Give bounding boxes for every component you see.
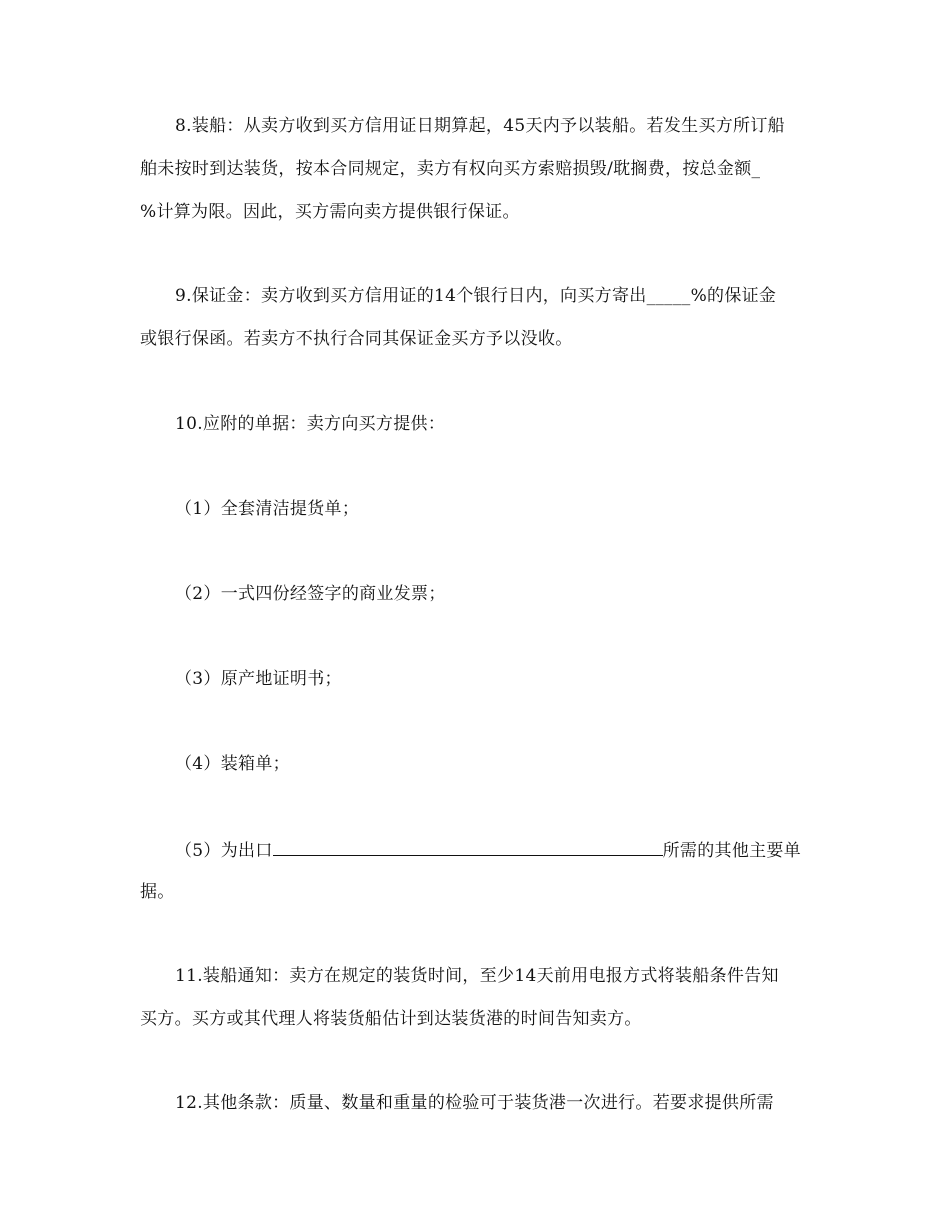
clause-8-line-3: %计算为限。因此，买方需向卖方提供银行保证。 <box>140 202 520 222</box>
document-item-5 <box>175 837 855 863</box>
clause-9-text: 9.保证金：卖方收到买方信用证的14个银行日内，向买方寄出 <box>175 286 647 306</box>
clause-8-line-1: 8.装船：从卖方收到买方信用证日期算起，45天内予以装船。若发生买方所订船 <box>175 116 785 136</box>
clause-9-line-2: 或银行保函。若卖方不执行合同其保证金买方予以没收。 <box>140 329 573 349</box>
clause-11-line-2: 买方。买方或其代理人将装货船估计到达装货港的时间告知卖方。 <box>140 1009 642 1029</box>
item-5-text-end: 所需的其他主要单 <box>662 841 802 861</box>
clause-11-line-1: 11.装船通知：卖方在规定的装货时间，至少14天前用电报方式将装船条件告知 <box>175 966 779 986</box>
export-blank-line <box>273 837 663 856</box>
document-item-1: （1）全套清洁提货单； <box>175 499 360 519</box>
clause-9-text-end: %的保证金 <box>690 286 777 306</box>
item-5-text: （5）为出口 <box>175 841 273 861</box>
document-item-5-continued: 据。 <box>140 882 175 902</box>
clause-12-line-1: 12.其他条款：质量、数量和重量的检验可于装货港一次进行。若要求提供所需 <box>175 1093 774 1113</box>
deposit-percent-blank: _____ <box>646 286 691 306</box>
clause-10-title: 10.应附的单据：卖方向买方提供： <box>175 414 446 434</box>
document-item-3: （3）原产地证明书； <box>175 669 342 689</box>
clause-9-line-1 <box>175 284 855 308</box>
document-item-4: （4）装箱单； <box>175 754 290 774</box>
clause-8-line-2: 舶未按时到达装货，按本合同规定，卖方有权向买方索赔损毁/耽搁费，按总金额_ <box>140 159 761 179</box>
document-item-2: （2）一式四份经签字的商业发票； <box>175 584 446 604</box>
